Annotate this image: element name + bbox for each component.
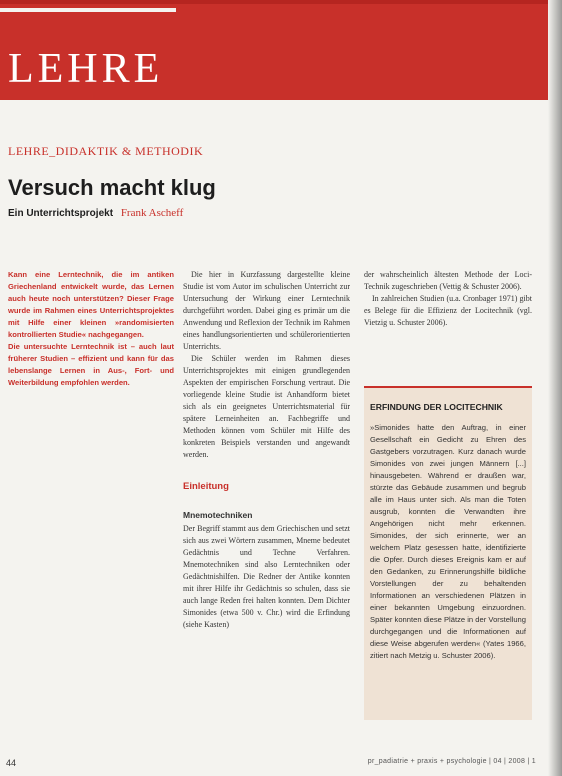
journal-footer: pr_padiatrie + praxis + psychologie | 04 | 2008 | 1 <box>367 758 536 765</box>
body-paragraph: der wahrscheinlich ältesten Methode der Loci-Technik zugeschrieben (Vettig & Schuster 2006). <box>364 270 532 291</box>
info-box-title: ERFINDUNG DER LOCITECHNIK <box>370 402 503 412</box>
section-label: LEHRE_DIDAKTIK & METHODIK <box>8 144 204 158</box>
body-paragraph: Der Begriff stammt aus dem Griechischen und setzt sich aus zwei Wörtern zusammen, Mneme bedeutet Gedächtnis und Techne Verfahren. Mnemotechniken sind also Lerntechniken oder Gedächtnishilfen. Die Redner der Antike konnten mit ihrer Hilfe ihr Gedächtnis so schulen, dass sie auch lange Reden frei halten konnten. Dem Dichter Simonides (etwa 500 v. Chr.) wird die Erfindung (siehe Kasten) <box>183 524 350 629</box>
info-box <box>364 386 532 720</box>
article-subtitle: Ein Unterrichtsprojekt <box>8 208 114 219</box>
body-paragraph: Die hier in Kurzfassung dargestellte kleine Studie ist vom Autor im schulischen Unterricht zur Untersuchung der Wirkung einer Lerntechnik durchgeführt worden. Dabei ging es primär um die Anwendung und Reflexion der Technik im Rahmen eines handlungsorientierten und schülerorientierten Unterrichts. <box>183 270 350 351</box>
body-paragraph: In zahlreichen Studien (u.a. Cronbager 1971) gibt es Belege für die Effizienz der Locitechnik (vgl. Vietzig u. Schuster 2006). <box>364 294 532 327</box>
page-number: 44 <box>6 758 17 768</box>
lead-column <box>8 269 174 389</box>
article-subtitle-line <box>8 207 183 219</box>
lead-paragraph: Kann eine Lerntechnik, die im antiken Griechenland entwickelt wurde, das Lernen auch heute noch unterstützen? Dieser Frage wurde im Rahmen eines Unterrichtsprojektes mit Hilfe einer kleinen »randomisierten kontrollierten Studie« nachgegangen. <box>8 270 174 339</box>
header-stripe <box>0 8 176 12</box>
lead-paragraph: Die untersuchte Lerntechnik ist – auch laut früherer Studien – effizient und kann für das lebenslange Lernen in Aus-, Fort- und Weiterbildung empfohlen werden. <box>8 342 174 387</box>
header-title: LEHRE <box>8 46 164 92</box>
body-paragraph: Die Schüler werden im Rahmen dieses Unterrichtsprojektes mit einigen grundlegenden Aspekten der empirischen Forschung vertraut. Die vorliegende kleine Studie ist Anhandform bietet sich als ein geeignetes Unterrichtsmaterial für spätere Lerneinheiten an. Fachbegriffe und Methoden können vom Schüler mit Hilfe des konkreten Beispiels verstanden und angewandt werden. <box>183 354 350 459</box>
section-heading: Einleitung <box>183 481 229 492</box>
body-column-3 <box>364 269 532 329</box>
header-top-line <box>0 0 548 4</box>
header-band <box>0 0 548 100</box>
info-box-text: »Simonides hatte den Auftrag, in einer Gesellschaft ein Gedicht zu Ehren des Gastgebers vorzutragen. Kurz danach wurde Simonides von zwei jungen Männern [...] hinausgebeten. Während er draußen war, stürzte das Gebäude zusammen und begrub alle im Haus unter sich. Als man die Toten ausgrub, konnten die Verwandten ihre Angehörigen nicht mehr erkennen. Simonides, der sich erinnerte, wer an welchem Platz gesessen hatte, identifizierte die Opfer. Durch dieses Ereignis kam er auf den Gedanken, zu Erinnerungshilfe bildliche Vorstellungen der zu behaltenden Informationen an verschiedenen Plätzen in einer bekannten Umgebung einzuordnen. Später konnten diese Plätze in der Vorstellung durchgegangen und die Informationen auf diese Weise abgerufen werden« (Yates 1966, zitiert nach Metzig u. Schuster 2006). <box>370 423 526 660</box>
article-author: Frank Ascheff <box>120 207 184 219</box>
page-edge-shadow <box>548 0 562 776</box>
subsection-heading: Mnemotechniken <box>183 510 253 520</box>
article-title: Versuch macht klug <box>8 175 216 200</box>
body-column-2 <box>183 269 350 631</box>
